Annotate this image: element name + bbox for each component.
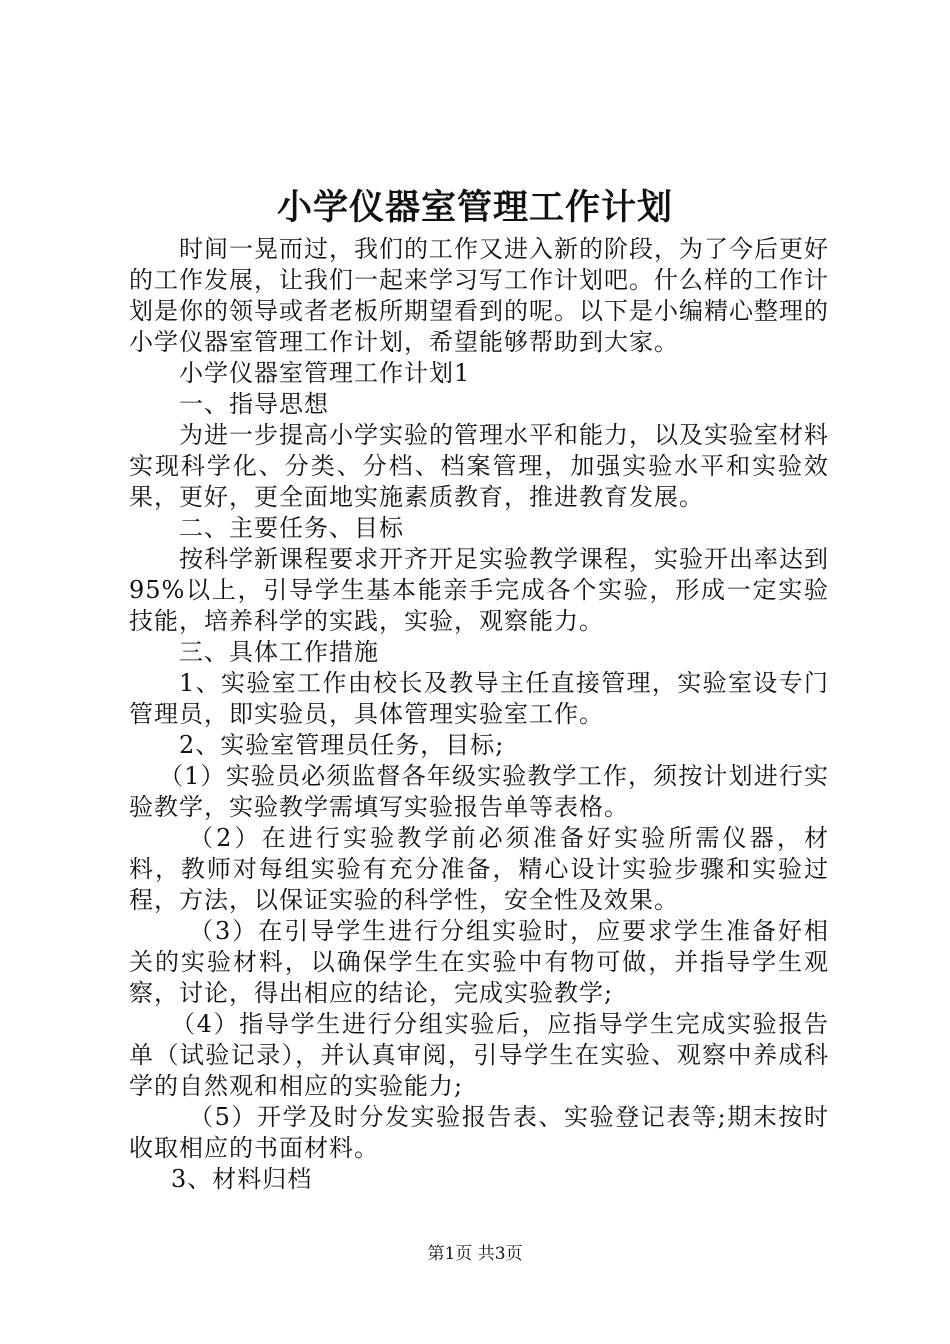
- paragraph-item-1: （1）实验员必须监督各年级实验教学工作，须按计划进行实验教学，实验教学需填写实验报告单等表格。: [129, 762, 829, 821]
- heading-measures: 三、具体工作措施: [179, 638, 379, 666]
- page-footer: 第1页 共3页: [427, 1244, 523, 1264]
- document-title: 小学仪器室管理工作计划: [276, 187, 673, 228]
- heading-guiding-ideology: 一、指导思想: [179, 390, 329, 418]
- paragraph-measure-3: 3、材料归档: [171, 1165, 313, 1193]
- document-body: [129, 234, 829, 1195]
- paragraph-guiding-ideology: 为进一步提高小学实验的管理水平和能力，以及实验室材料实现科学化、分类、分档、档案管理，加强实验水平和实验效果，更好，更全面地实施素质教育，推进教育发展。: [129, 421, 829, 511]
- heading-main-tasks: 二、主要任务、目标: [179, 514, 404, 542]
- section-heading-plan-1: 小学仪器室管理工作计划1: [179, 359, 471, 387]
- paragraph-item-3: （3）在引导学生进行分组实验时，应要求学生准备好相关的实验材料，以确保学生在实验中有物可做，并指导学生观察，讨论，得出相应的结论，完成实验教学;: [129, 917, 829, 1007]
- paragraph-main-tasks: 按科学新课程要求开齐开足实验教学课程，实验开出率达到95%以上，引导学生基本能亲手完成各个实验，形成一定实验技能，培养科学的实践，实验，观察能力。: [129, 545, 829, 635]
- paragraph-measure-2: 2、实验室管理员任务，目标;: [179, 731, 505, 759]
- paragraph-measure-1: 1、实验室工作由校长及教导主任直接管理，实验室设专门管理员，即实验员，具体管理实验室工作。: [129, 669, 829, 728]
- intro-paragraph: 时间一晃而过，我们的工作又进入新的阶段，为了今后更好的工作发展，让我们一起来学习写工作计划吧。什么样的工作计划是你的领导或者老板所期望看到的呢。以下是小编精心整理的小学仪器室管理工作计划，希望能够帮助到大家。: [129, 235, 829, 356]
- paragraph-item-5: （5）开学及时分发实验报告表、实验登记表等;期末按时收取相应的书面材料。: [129, 1103, 829, 1162]
- paragraph-item-4: （4）指导学生进行分组实验后，应指导学生完成实验报告单（试验记录），并认真审阅，引导学生在实验、观察中养成科学的自然观和相应的实验能力;: [129, 1010, 829, 1100]
- paragraph-item-2: （2）在进行实验教学前必须准备好实验所需仪器，材料，教师对每组实验有充分准备，精心设计实验步骤和实验过程，方法，以保证实验的科学性，安全性及效果。: [129, 824, 829, 914]
